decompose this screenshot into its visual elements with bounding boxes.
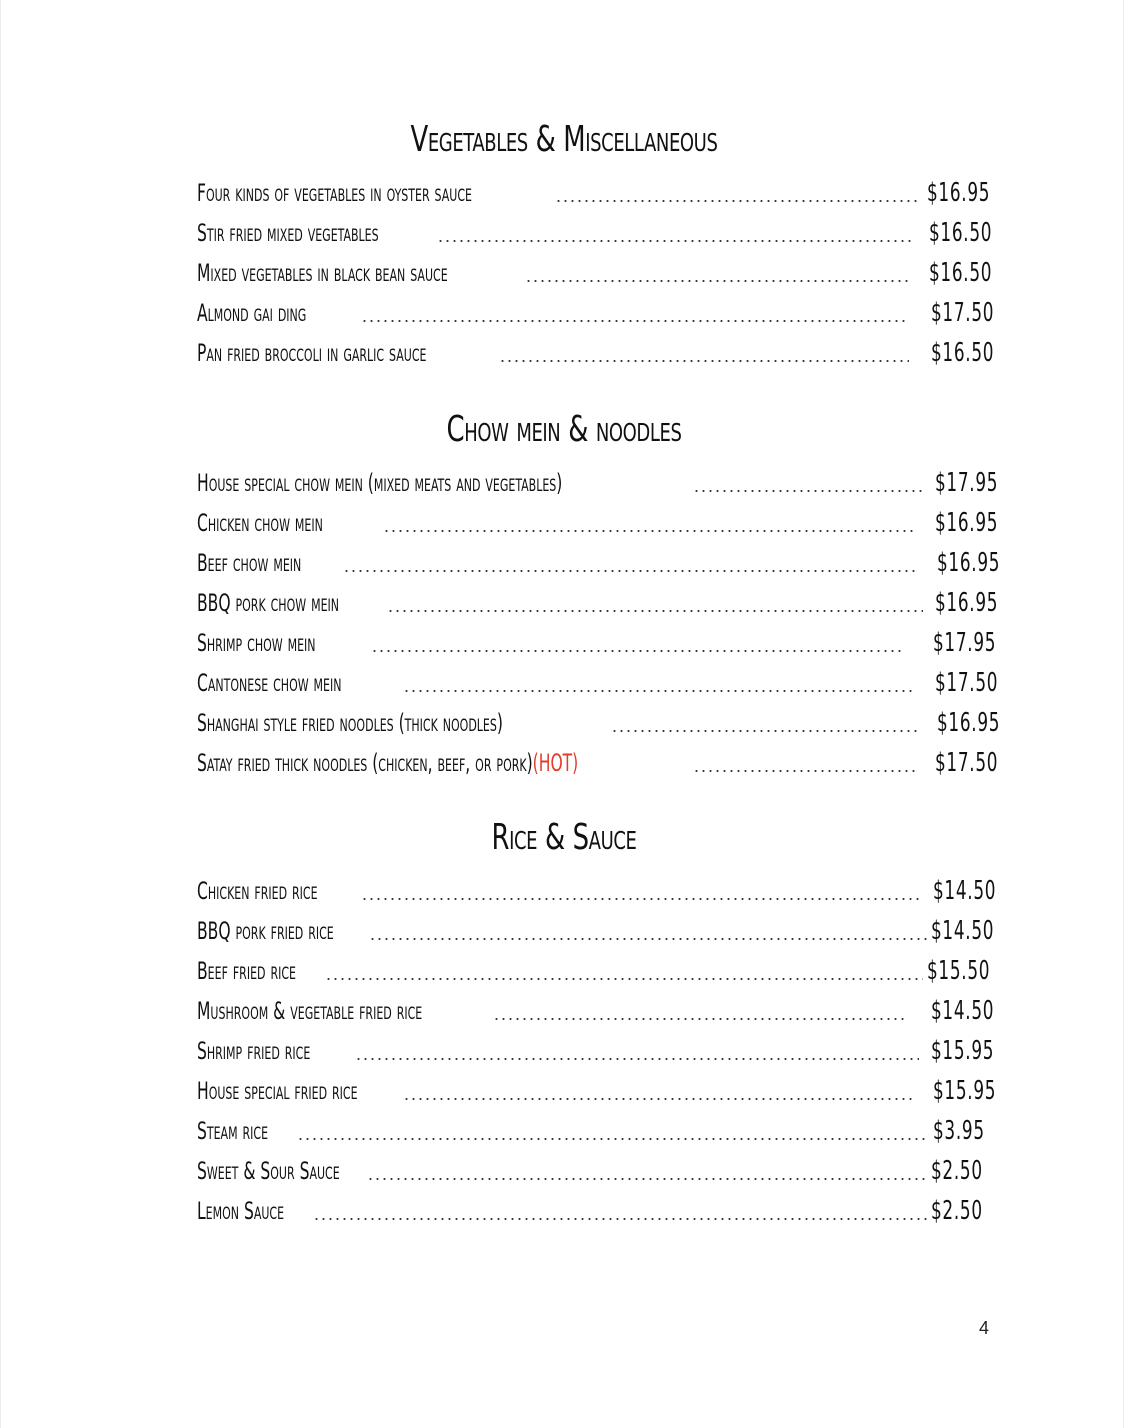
item-name [197, 748, 578, 778]
item-name: Shanghai style fried noodles (thick noodles) [197, 709, 503, 737]
leader-dots [525, 280, 911, 282]
menu-item [197, 1186, 997, 1226]
item-name: Beef fried rice [197, 957, 296, 985]
leader-dots [297, 1138, 929, 1140]
leader-dots [313, 1218, 927, 1220]
item-name-text: Satay fried thick noodles (chicken, beef, or pork) [197, 749, 533, 777]
item-name: Chicken chow mein [197, 509, 323, 537]
menu-item [197, 906, 997, 946]
leader-dots [437, 240, 911, 242]
menu-item [197, 698, 1001, 738]
leader-dots [367, 1178, 927, 1180]
leader-dots [693, 490, 923, 492]
leader-dots [343, 570, 919, 572]
item-name: Cantonese chow mein [197, 669, 342, 697]
item-name: Lemon Sauce [197, 1197, 285, 1225]
section-title: Vegetables & Miscellaneous [410, 119, 718, 160]
item-name: Pan fried broccoli in garlic sauce [197, 339, 427, 367]
menu-item [197, 328, 997, 368]
leader-dots [611, 730, 919, 732]
item-price: $16.50 [929, 218, 993, 248]
item-name: Mushroom & vegetable fried rice [197, 997, 423, 1025]
page-number: 4 [979, 1318, 990, 1338]
leader-dots [383, 530, 917, 532]
item-price: $15.95 [931, 1036, 995, 1066]
leader-dots [361, 320, 909, 322]
menu-item [197, 1106, 997, 1146]
menu-item [197, 288, 997, 328]
item-price: $14.50 [931, 996, 995, 1026]
menu-item [197, 738, 997, 778]
menu-item [197, 248, 997, 288]
item-name: Almond gai ding [197, 299, 307, 327]
leader-dots [493, 1018, 907, 1020]
leader-dots [355, 1058, 919, 1060]
menu-item [197, 986, 997, 1026]
menu-item [197, 866, 997, 906]
item-price: $16.50 [931, 338, 995, 368]
item-name: Mixed vegetables in black bean sauce [197, 259, 448, 287]
item-price: $2.50 [931, 1196, 983, 1226]
item-price: $16.95 [937, 548, 1001, 578]
item-price: $14.50 [931, 916, 995, 946]
menu-item [197, 1146, 997, 1186]
item-price: $15.50 [927, 956, 991, 986]
leader-dots [555, 200, 917, 202]
leader-dots [499, 360, 909, 362]
leader-dots [693, 770, 919, 772]
menu-item [197, 578, 997, 618]
item-price: $16.95 [935, 508, 999, 538]
item-name: BBQ pork chow mein [197, 589, 340, 617]
item-name: Stir fried mixed vegetables [197, 219, 379, 247]
item-price: $17.95 [935, 468, 999, 498]
item-price: $16.50 [929, 258, 993, 288]
item-price: $15.95 [933, 1076, 997, 1106]
leader-dots [371, 650, 901, 652]
menu-item [197, 946, 997, 986]
item-name: House special fried rice [197, 1077, 358, 1105]
item-price: $16.95 [935, 588, 999, 618]
item-name: Four kinds of vegetables in oyster sauce [197, 179, 473, 207]
menu-item [197, 1066, 997, 1106]
item-name: Chicken fried rice [197, 877, 318, 905]
item-name: Steam rice [197, 1117, 269, 1145]
item-price: $2.50 [931, 1156, 983, 1186]
menu-item [197, 498, 997, 538]
menu-item [197, 618, 997, 658]
item-price: $17.50 [935, 748, 999, 778]
item-price: $17.50 [931, 298, 995, 328]
hot-tag: (HOT) [532, 749, 579, 777]
menu-item [197, 458, 997, 498]
item-name: Shrimp fried rice [197, 1037, 311, 1065]
item-name: Shrimp chow mein [197, 629, 316, 657]
item-price: $16.95 [927, 178, 991, 208]
leader-dots [361, 898, 921, 900]
section-title: Chow mein & noodles [446, 409, 682, 450]
menu-item [197, 1026, 997, 1066]
item-price: $17.95 [933, 628, 997, 658]
menu-item [197, 168, 997, 208]
section-title: Rice & Sauce [491, 817, 637, 858]
item-price: $3.95 [933, 1116, 985, 1146]
menu-item [197, 538, 1001, 578]
item-price: $17.50 [935, 668, 999, 698]
item-price: $14.50 [933, 876, 997, 906]
menu-item [197, 658, 997, 698]
item-name: Beef chow mein [197, 549, 302, 577]
item-name: Sweet & Sour Sauce [197, 1157, 340, 1185]
leader-dots [387, 610, 923, 612]
leader-dots [369, 938, 927, 940]
item-name: House special chow mein (mixed meats and vegetables) [197, 469, 563, 497]
leader-dots [403, 1098, 915, 1100]
item-name: BBQ pork fried rice [197, 917, 334, 945]
item-price: $16.95 [937, 708, 1001, 738]
menu-item [197, 208, 997, 248]
leader-dots [325, 978, 923, 980]
leader-dots [403, 690, 913, 692]
